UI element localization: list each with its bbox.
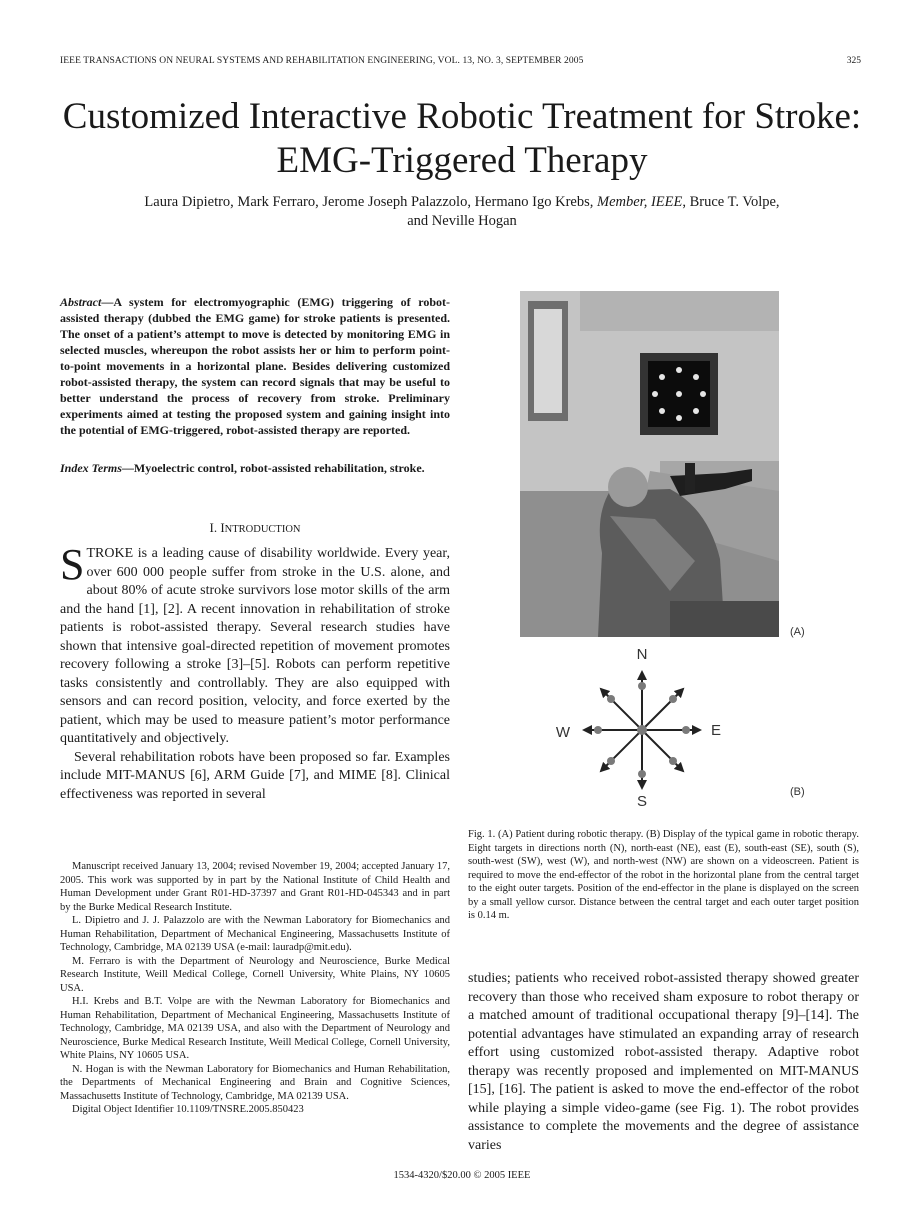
target-south <box>638 770 646 778</box>
authors-part-2: , Bruce T. Volpe, <box>682 194 780 210</box>
author-list <box>60 193 864 231</box>
footnote: M. Ferraro is with the Department of Neurology and Neuroscience, Burke Medical Research Institute, Weill Medical College, Cornell University, White Plains, NY 10605 USA. <box>60 955 450 994</box>
section-numeral: I. I <box>209 520 225 535</box>
abstract <box>60 294 450 438</box>
author-membership: , Member, IEEE <box>589 194 683 210</box>
figure-label-a: (A) <box>790 626 805 638</box>
target-north <box>638 682 646 690</box>
target-northeast <box>669 695 677 703</box>
center-target <box>637 725 647 735</box>
footnote: L. Dipietro and J. J. Palazzolo are with the Newman Laboratory for Biomechanics and Human Rehabilitation, Department of Mechanical Engineering, Massachusetts Institute of Technology, Cambridge, MA 02139 USA (e-mail: lauradp@mit.edu). <box>60 915 450 953</box>
label-east: E <box>710 722 722 739</box>
footnotes <box>60 860 450 1117</box>
index-terms-text: —Myoelectric control, robot-assisted rehabilitation, stroke. <box>121 461 425 475</box>
authors-part-1: Laura Dipietro, Mark Ferraro, Jerome Joseph Palazzolo, Hermano Igo Krebs <box>144 194 590 210</box>
right-column-text: studies; patients who received robot-assisted therapy showed greater recovery than those who received sham exposure to robot therapy or a matched amount of traditional occupational therapy [9]–[14]. The potential advantages have stimulated an expanding array of research effort using customized robot-assisted therapy. Adaptive robot therapy was recently proposed and implemented on MIT-MANUS [15], [16]. The patient is asked to move the end-effector of the robot while playing a simple video-game (see Fig. 1). The robot provides assistance to complete the movements and the degree of assistance varies <box>468 971 859 1153</box>
introduction-body <box>60 540 450 804</box>
title-line-1: Customized Interactive Robotic Treatment for Stroke: <box>62 96 862 137</box>
intro-paragraph-1: TROKE is a leading cause of disability worldwide. Every year, over 600 000 people suffer from stroke in the U.S. alone, and about 80% of acute stroke survivors lose motor skills of the arm and the hand [1], [2]. A recent innovation in rehabilitation of stroke patients is robot-assisted therapy. Several research studies have shown that intensive goal-directed repetition of movement promotes recovery following a stroke [3]–[5]. Robots can perform repetitive tasks consistently and controllably. They are also equipped with sensors and can record position, velocity, and force exerted by the patient, which may be used to measure patient’s motor performance quantitatively and objectively. <box>60 546 450 746</box>
section-title: NTRODUCTION <box>224 524 301 535</box>
authors-part-3: and Neville Hogan <box>407 213 517 229</box>
target-southwest <box>607 757 615 765</box>
arrow-northeast <box>642 689 683 730</box>
eight-target-diagram <box>545 640 780 815</box>
arrow-southwest <box>601 730 642 771</box>
target-east <box>682 726 690 734</box>
label-west: W <box>555 724 571 741</box>
page-footer: 1534-4320/$20.00 © 2005 IEEE <box>393 1170 531 1181</box>
target-northwest <box>607 695 615 703</box>
arrow-southeast <box>642 730 683 771</box>
footnote: H.I. Krebs and B.T. Volpe are with the Newman Laboratory for Biomechanics and Human Rehabilitation, Department of Mechanical Engineering, Massachusetts Institute of Technology, Cambridge, MA 02139 USA, and also with the Department of Neurology and Neuroscience, Burke Medical Research Institute, Weill Medical College, Cornell University, White Plains, NY 10605 USA. <box>60 996 450 1061</box>
index-terms <box>60 460 450 476</box>
figure-label-b: (B) <box>790 786 805 798</box>
arrow-northwest <box>601 689 642 730</box>
label-south: S <box>636 793 648 810</box>
target-west <box>594 726 602 734</box>
title-line-2: EMG-Triggered Therapy <box>276 140 648 181</box>
section-heading <box>60 520 450 536</box>
paper-title <box>0 95 924 183</box>
footnote: N. Hogan is with the Newman Laboratory for Biomechanics and Human Rehabilitation, the Departments of Mechanical Engineering and Brain and Cognitive Sciences, Massachusetts Institute of Technology, Cambridge, MA 02139 USA. <box>60 1063 450 1102</box>
footnote: Digital Object Identifier 10.1109/TNSRE.2005.850423 <box>72 1104 304 1115</box>
figure-caption: Fig. 1. (A) Patient during robotic therapy. (B) Display of the typical game in robotic therapy. Eight targets in directions north (N), north-east (NE), east (E), south-east (SE), south (S), south-west (SW), west (W), and north-west (NW) are shown on a videoscreen. Patient is required to move the end-effector of the robot in the horizontal plane from the central target to the eight outer targets. Position of the end-effector in the plane is displayed on the screen by a small yellow cursor. Distance between the central target and each outer target position is 0.14 m. <box>468 829 859 921</box>
intro-paragraph-2: Several rehabilitation robots have been proposed so far. Examples include MIT-MANUS [6], ARM Guide [7], and MIME [8]. Clinical effectiveness was reported in several <box>60 749 450 802</box>
journal-header: IEEE TRANSACTIONS ON NEURAL SYSTEMS AND REHABILITATION ENGINEERING, VOL. 13, NO. 3, SEPTEMBER 2005 <box>60 56 584 66</box>
drop-cap: S <box>60 540 85 589</box>
target-southeast <box>669 757 677 765</box>
footnote: Manuscript received January 13, 2004; revised November 19, 2004; accepted January 17, 2005. This work was supported by in part by the National Institute of Child Health and Human Development under Grant R01-HD-37397 and Grant R01-HD-045343 and in part by the Burke Medical Research Institute. <box>60 861 450 913</box>
index-terms-label: Index Terms <box>60 461 122 475</box>
patient-robot-photo <box>520 291 779 637</box>
label-north: N <box>636 646 648 663</box>
abstract-text: —A system for electromyographic (EMG) triggering of robot-assisted therapy (dubbed the EMG game) for stroke patients is presented. The onset of a patient’s attempt to move is detected by monitoring EMG in selected muscles, whereupon the robot assists her or him to perform point-to-point movements in a horizontal plane. Besides delivering customized robot-assisted therapy, the system can record signals that may be useful to better understand the process of recovery from stroke. Preliminary experiments aimed at testing the proposed system and gaining insight into the potential of EMG-triggered, robot-assisted therapy are reported. <box>60 295 450 437</box>
page-number: 325 <box>846 56 861 66</box>
abstract-label: Abstract <box>60 295 102 309</box>
